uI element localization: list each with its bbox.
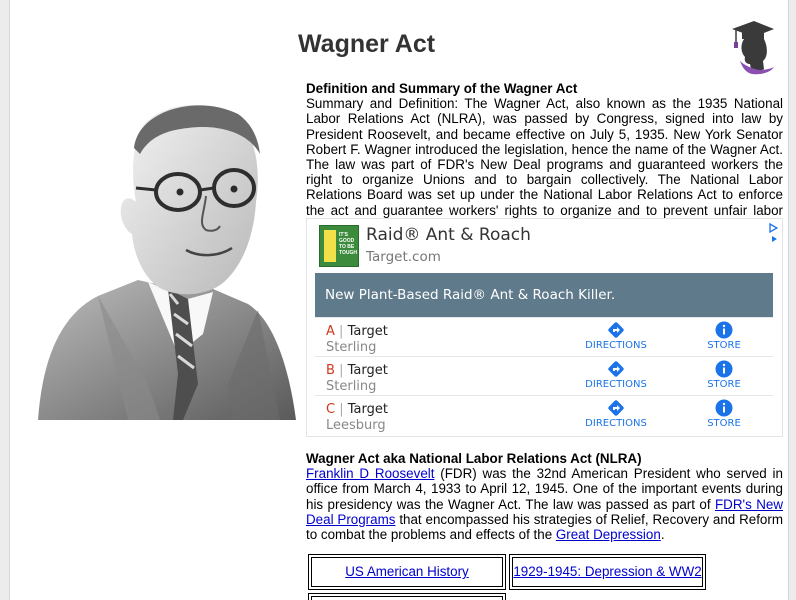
info-icon	[715, 321, 733, 339]
ad-info-arrow-icon[interactable]	[771, 235, 778, 243]
store-row[interactable]	[315, 317, 773, 356]
adchoices-icon[interactable]	[769, 223, 778, 233]
store-row[interactable]	[315, 395, 773, 434]
store-info-button[interactable]	[685, 318, 763, 351]
ad-headline[interactable]: Raid® Ant & Roach	[366, 225, 531, 245]
store-city: Sterling	[326, 379, 377, 394]
ad-banner[interactable]: New Plant-Based Raid® Ant & Roach Killer.	[315, 273, 773, 317]
nav-box-next[interactable]	[311, 596, 503, 600]
store-row[interactable]	[315, 356, 773, 395]
ad-thumb-text: IT'S GOOD TO BE TOUGH	[339, 232, 357, 256]
body-text: that encompassed his strategies of Relief, Recovery and Reform to combat the problems and effects of the	[306, 511, 783, 543]
directions-label: DIRECTIONS	[585, 379, 647, 390]
directions-button[interactable]	[571, 396, 661, 429]
link-great-depression[interactable]: Great Depression	[555, 527, 661, 543]
store-separator: |	[339, 324, 344, 339]
section-heading: Definition and Summary of the Wagner Act	[306, 81, 578, 96]
store-line	[326, 402, 388, 417]
body-text: .	[660, 527, 665, 543]
section-body: Summary and Definition: The Wagner Act, also known as the 1935 National Labor Relations Act (NLRA), was passed by Congress, signed into law by President Roosevelt, and became effective on July 5, 1935. New York Senator Robert F. Wagner introduced the legislation, hence the name of the Wagner Act. The law was part of FDR's New Deal programs and guaranteed workers the right to organize Unions and to bargain collectively. The National Labor Relations Board was set up under the National Labor Relations Act to enforce the act and guarantee workers' rights to organize and to prevent unfair labor	[306, 96, 783, 218]
harry-truman-portrait	[28, 84, 298, 420]
store-label: STORE	[707, 340, 741, 351]
page-title: Wagner Act	[298, 30, 436, 58]
link-franklin-roosevelt[interactable]: Franklin D Roosevelt	[306, 466, 435, 482]
store-separator: |	[339, 402, 344, 417]
store-letter: B	[326, 363, 335, 378]
graduation-cap-profile-icon	[730, 17, 776, 75]
link-us-american-history[interactable]: US American History	[345, 564, 469, 579]
store-line	[326, 363, 388, 378]
link-new-deal-programs[interactable]: FDR's New Deal Programs	[306, 496, 783, 527]
ad-domain[interactable]: Target.com	[366, 249, 441, 265]
directions-icon	[607, 321, 625, 339]
nav-box-depression-ww2[interactable]	[512, 557, 703, 587]
store-letter: C	[326, 402, 336, 417]
directions-button[interactable]	[571, 357, 661, 390]
section-definition	[306, 81, 783, 233]
store-name: Target	[347, 324, 388, 339]
nav-box-us-history[interactable]	[311, 557, 503, 587]
store-name: Target	[347, 363, 388, 378]
section-body	[306, 466, 783, 542]
store-city: Sterling	[326, 340, 377, 355]
store-label: STORE	[707, 379, 741, 390]
store-letter: A	[326, 324, 335, 339]
store-label: STORE	[707, 418, 741, 429]
directions-label: DIRECTIONS	[585, 418, 647, 429]
directions-icon	[607, 399, 625, 417]
directions-button[interactable]	[571, 318, 661, 351]
store-separator: |	[339, 363, 344, 378]
link-depression-ww2[interactable]: 1929-1945: Depression & WW2	[513, 564, 702, 579]
store-line	[326, 324, 388, 339]
page-container	[9, 0, 789, 600]
store-name: Target	[347, 402, 388, 417]
section-nlra	[306, 451, 783, 542]
store-info-button[interactable]	[685, 396, 763, 429]
info-icon	[715, 399, 733, 417]
store-info-button[interactable]	[685, 357, 763, 390]
store-city: Leesburg	[326, 418, 386, 433]
directions-label: DIRECTIONS	[585, 340, 647, 351]
section-heading: Wagner Act aka National Labor Relations Act (NLRA)	[306, 451, 642, 466]
ad-product-thumbnail[interactable]	[319, 225, 359, 267]
directions-icon	[607, 360, 625, 378]
info-icon	[715, 360, 733, 378]
ad-product-can	[324, 230, 336, 262]
body-text: (FDR) was the 32nd American President who served in office from March 4, 1933 to April 12, 1945. One of the important events during his presidency was the Wagner Act. The law was passed as part of	[306, 466, 783, 512]
advertisement[interactable]	[306, 218, 783, 437]
